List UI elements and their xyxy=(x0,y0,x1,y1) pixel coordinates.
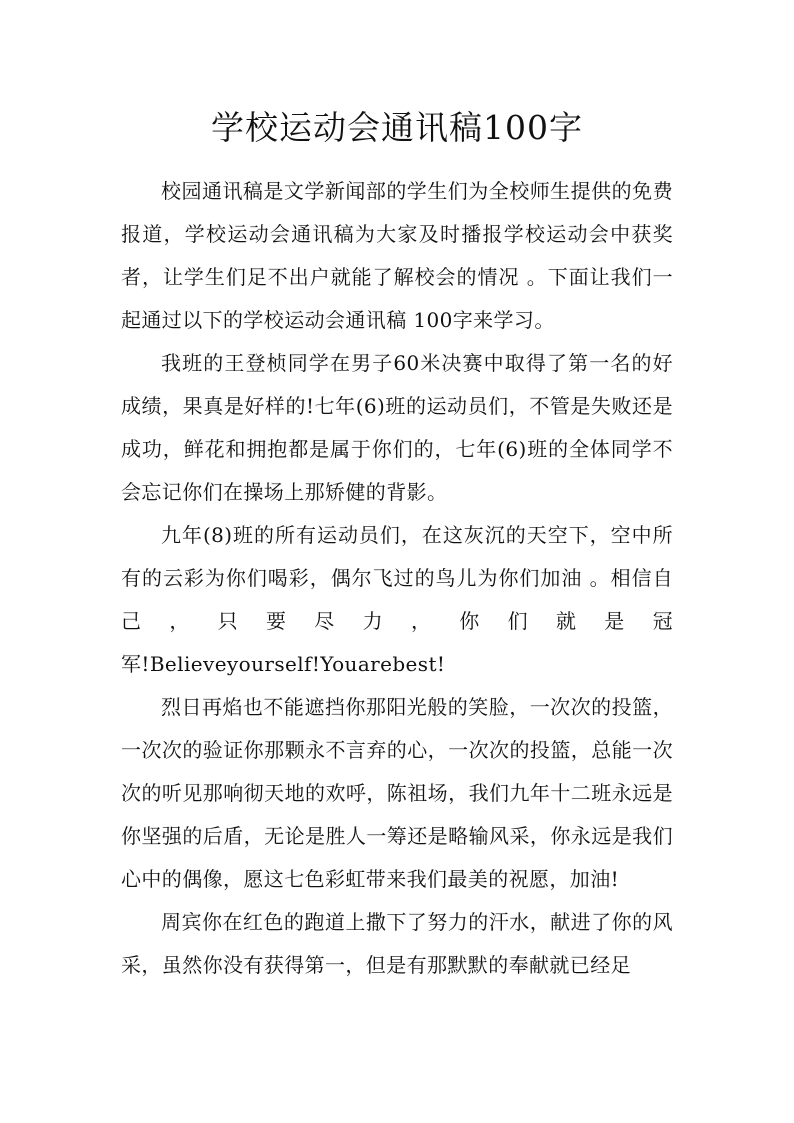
paragraph-intro: 校园通讯稿是文学新闻部的学生们为全校师生提供的免费报道，学校运动会通讯稿为大家及时播报学校运动会中获奖者，让学生们足不出户就能了解校会的情况 。下面让我们一起通过以下的学校运动会通讯稿 100字来学习。 xyxy=(121,179,673,332)
document-title: 学校运动会通讯稿100字 xyxy=(211,108,583,147)
paragraph-class-7-6: 我班的王登桢同学在男子60米决赛中取得了第一名的好成绩，果真是好样的!七年(6)班的运动员们，不管是失败还是成功，鲜花和拥抱都是属于你们的，七年(6)班的全体同学不会忘记你们在操场上那矫健的背影。 xyxy=(121,351,673,504)
paragraph-basketball: 烈日再焰也不能遮挡你那阳光般的笑脸，一次次的投篮，一次次的验证你那颗永不言弃的心，一次次的投篮，总能一次次的听见那响彻天地的欢呼，陈祖场，我们九年十二班永远是你坚强的后盾，无论是胜人一筹还是略输风采，你永远是我们心中的偶像，愿这七色彩虹带来我们最美的祝愿，加油! xyxy=(121,695,673,891)
paragraph-class-9-8: 九年(8)班的所有运动员们，在这灰沉的天空下，空中所有的云彩为你们喝彩，偶尔飞过的鸟儿为你们加油 。相信自 己 ， 只 要 尽 力 ， 你 们 就 是 冠军!Believeyourself!Youarebest! xyxy=(121,523,673,676)
document-body xyxy=(121,170,673,987)
paragraph-runner: 周宾你在红色的跑道上撒下了努力的汗水，献进了你的风采，虽然你没有获得第一，但是有那默默的奉献就已经足 xyxy=(121,910,673,977)
